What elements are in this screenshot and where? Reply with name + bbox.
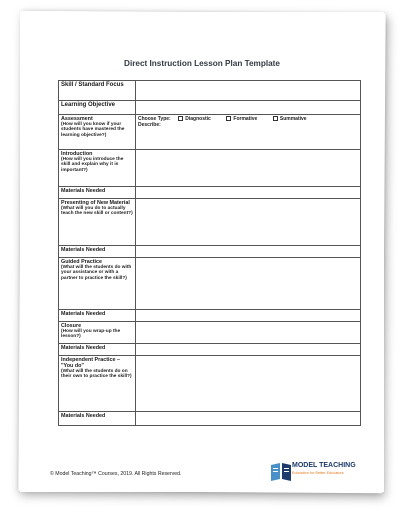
row-label (59, 356, 136, 412)
answer-cell-materials[interactable] (136, 246, 361, 258)
table-row (59, 81, 361, 101)
row-label-main: Guided Practice (61, 259, 103, 265)
lesson-plan-table (58, 80, 361, 426)
document-page (20, 12, 384, 492)
row-label (59, 187, 136, 199)
table-row (59, 344, 361, 356)
row-label (59, 344, 136, 356)
row-label-main: Closure (61, 323, 82, 329)
answer-cell-closure[interactable] (136, 322, 361, 344)
logo-name: MODEL TEACHING (292, 462, 356, 469)
row-label-main: Skill / Standard Focus (61, 82, 124, 88)
table-row (59, 258, 361, 310)
answer-cell-skill-standard[interactable] (136, 81, 361, 101)
table-row (59, 310, 361, 322)
document-title: Direct Instruction Lesson Plan Template (124, 59, 280, 68)
row-label-main: Materials Needed (61, 345, 106, 351)
row-label-main: Introduction (61, 151, 93, 157)
row-label (59, 101, 136, 115)
row-label (59, 412, 136, 426)
answer-cell-independent-practice[interactable] (136, 356, 361, 412)
row-label-sub: (What will the students do on their own to practice the skill?) (61, 369, 132, 380)
row-label-main: Materials Needed (61, 247, 106, 253)
row-label-main: Assessment (61, 116, 93, 122)
table-row (59, 101, 361, 115)
option-summative-label: Summative (279, 116, 307, 122)
row-label (59, 199, 136, 246)
row-label (59, 246, 136, 258)
row-label (59, 310, 136, 322)
table-row (59, 115, 361, 150)
logo-tagline: Education for Better Educators (292, 471, 344, 475)
answer-cell-materials[interactable] (136, 344, 361, 356)
row-label (59, 258, 136, 310)
row-label-main: Materials Needed (61, 188, 106, 194)
choose-type-label: Choose Type: (138, 116, 171, 122)
answer-cell-learning-objective[interactable] (136, 101, 361, 115)
answer-cell-materials[interactable] (136, 310, 361, 322)
table-row (59, 187, 361, 199)
row-label-sub: (How will you wrap-up the lesson?) (61, 329, 121, 340)
row-label-main: Presenting of New Material (61, 200, 130, 206)
option-diagnostic[interactable] (178, 116, 211, 122)
checkbox-icon[interactable] (273, 116, 278, 121)
row-label (59, 115, 136, 150)
answer-cell-introduction[interactable] (136, 150, 361, 187)
option-diagnostic-label: Diagnostic (185, 116, 211, 122)
table-row (59, 412, 361, 426)
answer-cell-new-material[interactable] (136, 199, 361, 246)
option-summative[interactable] (273, 116, 307, 122)
row-label-main: Learning Objective (61, 102, 116, 108)
option-formative[interactable] (226, 116, 257, 122)
table-row (59, 246, 361, 258)
row-label-sub: (What will you do to actually teach the new skill or content?) (61, 206, 133, 217)
answer-cell-assessment[interactable] (136, 115, 361, 150)
row-label-main: Materials Needed (61, 311, 106, 317)
row-label-main: Materials Needed (61, 413, 106, 419)
book-icon (270, 460, 292, 482)
table-row (59, 356, 361, 412)
row-label-sub: (How will you introduce the skill and explain why it is important?) (61, 157, 124, 173)
checkbox-icon[interactable] (178, 116, 183, 121)
checkbox-icon[interactable] (226, 116, 231, 121)
answer-cell-guided-practice[interactable] (136, 258, 361, 310)
answer-cell-materials[interactable] (136, 412, 361, 426)
row-label (59, 150, 136, 187)
row-label-main: Independent Practice – "You do" (61, 357, 121, 369)
describe-label: Describe: (138, 122, 161, 128)
table-row (59, 322, 361, 344)
row-label-sub: (What will the students do with your assistance or with a partner to practice the skill?) (61, 265, 132, 281)
row-label-sub: (How will you know if your students have mastered the learning objective?) (61, 122, 125, 138)
row-label (59, 81, 136, 101)
option-formative-label: Formative (233, 116, 258, 122)
table-row (59, 150, 361, 187)
answer-cell-materials[interactable] (136, 187, 361, 199)
row-label (59, 322, 136, 344)
model-teaching-logo (270, 459, 370, 483)
table-row (59, 199, 361, 246)
copyright-text: © Model Teaching™ Courses, 2019. All Rights Reserved. (50, 471, 182, 477)
